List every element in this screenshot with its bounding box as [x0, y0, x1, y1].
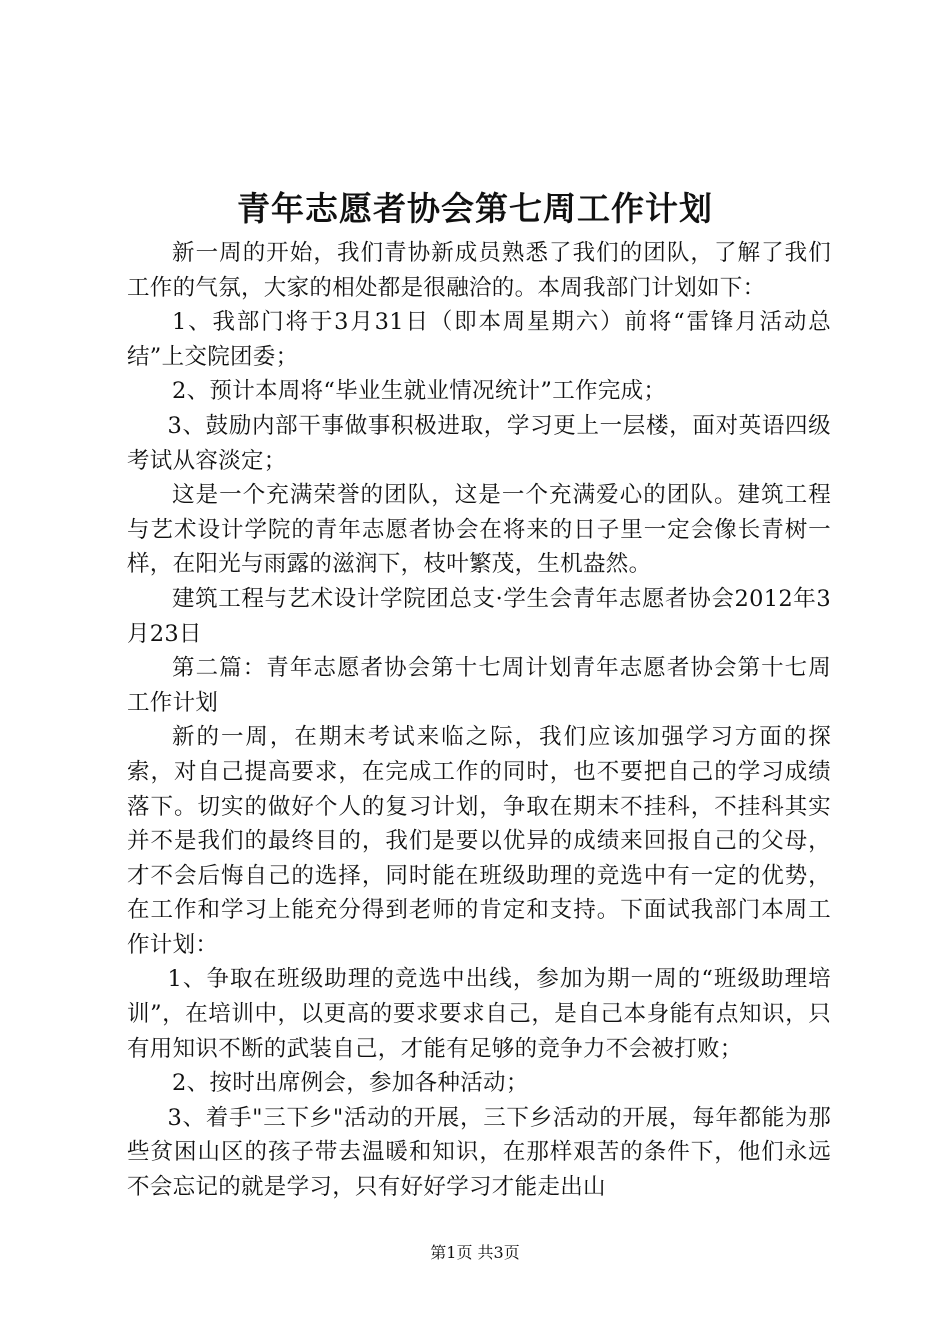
document-body: [127, 236, 831, 1205]
paragraph-second-article-heading: 第二篇：青年志愿者协会第十七周计划青年志愿者协会第十七周工作计划: [127, 655, 831, 716]
paragraph-team-praise: 这是一个充满荣誉的团队，这是一个充满爱心的团队。建筑工程与艺术设计学院的青年志愿者协会在将来的日子里一定会像长青树一样，在阳光与雨露的滋润下，枝叶繁茂，生机盎然。: [127, 482, 831, 578]
paragraph-signature: 建筑工程与艺术设计学院团总支·学生会青年志愿者协会2012年3月23日: [127, 585, 831, 647]
document-title: 青年志愿者协会第七周工作计划: [237, 189, 713, 228]
paragraph-week-intro: 新的一周，在期末考试来临之际，我们应该加强学习方面的探索，对自己提高要求，在完成工作的同时，也不要把自己的学习成绩落下。切实的做好个人的复习计划，争取在期末不挂科，不挂科其实并不是我们的最终目的，我们是要以优异的成绩来回报自己的父母，才不会后悔自己的选择，同时能在班级助理的竞选中有一定的优势，在工作和学习上能充分得到老师的肯定和支持。下面试我部门本周工作计划：: [127, 724, 831, 958]
page-number-footer: 第1页 共3页: [430, 1243, 520, 1262]
paragraph-item-1: 1、我部门将于3月31日（即本周星期六）前将“雷锋月活动总结”上交院团委；: [127, 309, 831, 370]
paragraph-item-3: 3、鼓励内部干事做事积极进取，学习更上一层楼，面对英语四级考试从容淡定；: [127, 412, 831, 474]
paragraph-plan-item-3: 3、着手"三下乡"活动的开展，三下乡活动的开展，每年都能为那些贫困山区的孩子带去温暖和知识，在那样艰苦的条件下，他们永远不会忘记的就是学习，只有好好学习才能走出山: [127, 1104, 831, 1201]
paragraph-plan-item-1: 1、争取在班级助理的竞选中出线，参加为期一周的“班级助理培训”，在培训中，以更高的要求要求自己，是自己本身能有点知识，只有用知识不断的武装自己，才能有足够的竞争力不会被打败；: [127, 966, 831, 1062]
paragraph-item-2: 2、预计本周将“毕业生就业情况统计”工作完成；: [172, 378, 667, 405]
paragraph-plan-item-2: 2、按时出席例会，参加各种活动；: [172, 1070, 529, 1097]
paragraph-intro: 新一周的开始，我们青协新成员熟悉了我们的团队，了解了我们工作的气氛，大家的相处都是很融洽的。本周我部门计划如下：: [127, 240, 831, 301]
